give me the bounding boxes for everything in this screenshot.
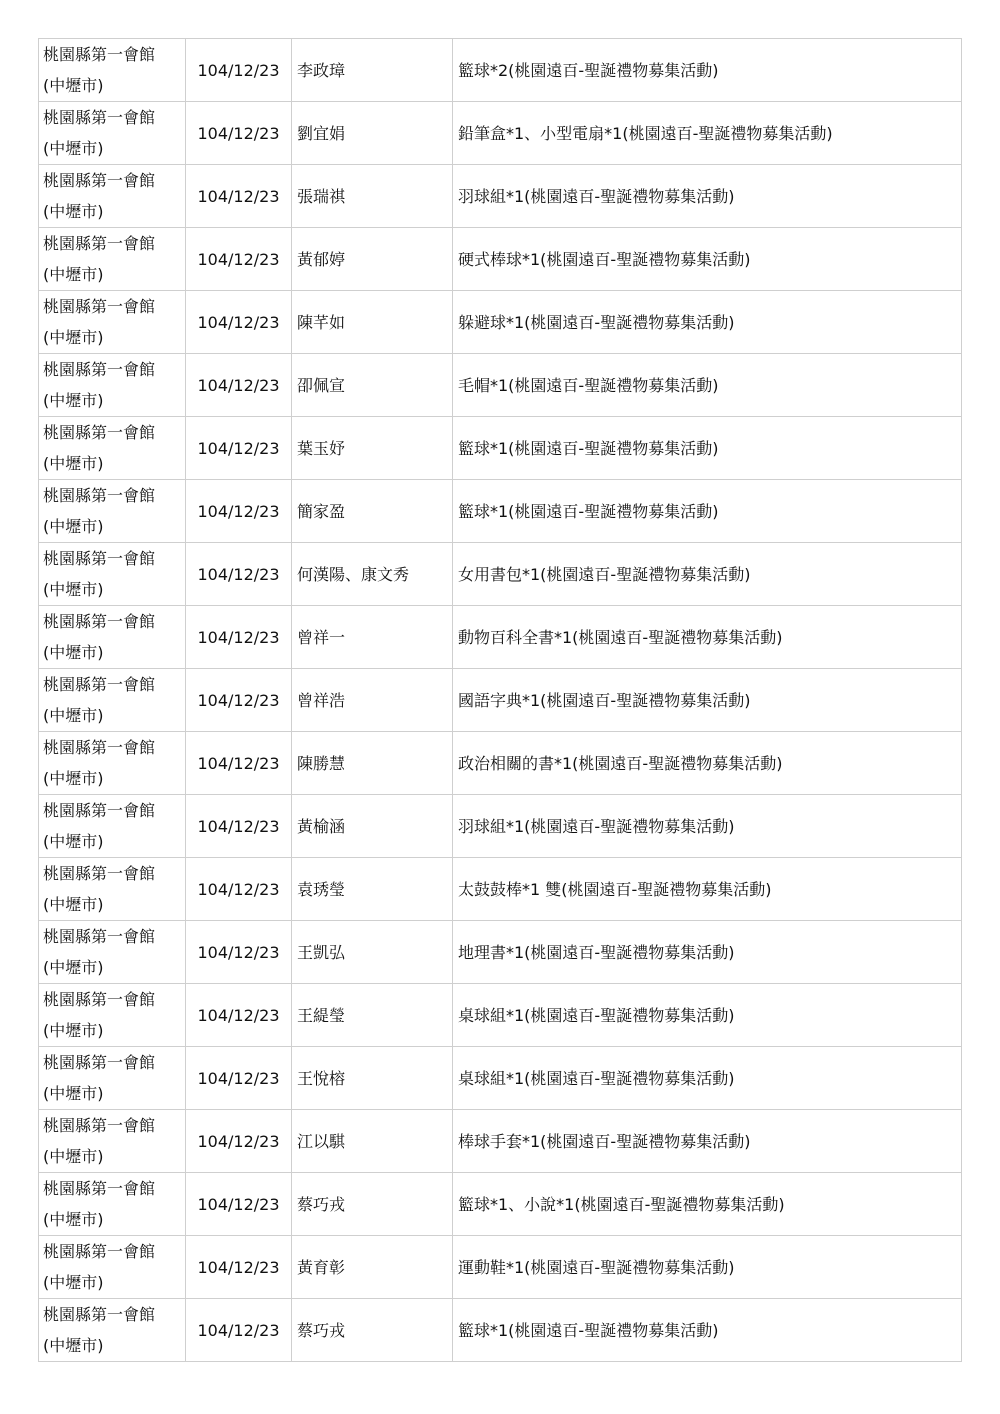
donated-item-cell: 羽球組*1(桃園遠百-聖誕禮物募集活動)	[453, 165, 962, 228]
table-row	[39, 480, 962, 543]
venue-name: 桃園縣第一會館	[43, 801, 156, 820]
date-cell: 104/12/23	[186, 606, 292, 669]
table-row	[39, 39, 962, 102]
venue-cell	[39, 480, 186, 543]
donor-name-cell: 李政璋	[292, 39, 453, 102]
donated-item-cell: 桌球組*1(桃園遠百-聖誕禮物募集活動)	[453, 984, 962, 1047]
donated-item-cell: 地理書*1(桃園遠百-聖誕禮物募集活動)	[453, 921, 962, 984]
venue-name: 桃園縣第一會館	[43, 990, 156, 1009]
table-row	[39, 795, 962, 858]
venue-cell	[39, 921, 186, 984]
date-cell: 104/12/23	[186, 669, 292, 732]
donor-name-cell: 曾祥浩	[292, 669, 453, 732]
venue-city: (中壢市)	[43, 391, 104, 410]
donated-item-cell: 籃球*2(桃園遠百-聖誕禮物募集活動)	[453, 39, 962, 102]
donated-item-cell: 鉛筆盒*1、小型電扇*1(桃園遠百-聖誕禮物募集活動)	[453, 102, 962, 165]
venue-cell	[39, 669, 186, 732]
donated-item-cell: 籃球*1(桃園遠百-聖誕禮物募集活動)	[453, 1299, 962, 1362]
table-row	[39, 921, 962, 984]
venue-cell	[39, 291, 186, 354]
date-cell: 104/12/23	[186, 1110, 292, 1173]
venue-city: (中壢市)	[43, 265, 104, 284]
venue-city: (中壢市)	[43, 1147, 104, 1166]
venue-city: (中壢市)	[43, 202, 104, 221]
date-cell: 104/12/23	[186, 921, 292, 984]
date-cell: 104/12/23	[186, 354, 292, 417]
donor-name-cell: 曾祥一	[292, 606, 453, 669]
donor-name-cell: 蔡巧戎	[292, 1173, 453, 1236]
date-cell: 104/12/23	[186, 228, 292, 291]
date-cell: 104/12/23	[186, 480, 292, 543]
donated-item-cell: 政治相關的書*1(桃園遠百-聖誕禮物募集活動)	[453, 732, 962, 795]
table-row	[39, 228, 962, 291]
donor-name-cell: 蔡巧戎	[292, 1299, 453, 1362]
donated-item-cell: 運動鞋*1(桃園遠百-聖誕禮物募集活動)	[453, 1236, 962, 1299]
venue-cell	[39, 354, 186, 417]
venue-cell	[39, 1173, 186, 1236]
venue-city: (中壢市)	[43, 1336, 104, 1355]
venue-cell	[39, 228, 186, 291]
date-cell: 104/12/23	[186, 795, 292, 858]
donated-item-cell: 桌球組*1(桃園遠百-聖誕禮物募集活動)	[453, 1047, 962, 1110]
venue-name: 桃園縣第一會館	[43, 108, 156, 127]
table-row	[39, 354, 962, 417]
venue-city: (中壢市)	[43, 1273, 104, 1292]
venue-cell	[39, 165, 186, 228]
venue-cell	[39, 858, 186, 921]
donated-item-cell: 動物百科全書*1(桃園遠百-聖誕禮物募集活動)	[453, 606, 962, 669]
donor-name-cell: 王緹瑩	[292, 984, 453, 1047]
venue-name: 桃園縣第一會館	[43, 612, 156, 631]
donated-item-cell: 羽球組*1(桃園遠百-聖誕禮物募集活動)	[453, 795, 962, 858]
venue-name: 桃園縣第一會館	[43, 1305, 156, 1324]
donation-table-body	[39, 39, 962, 1362]
venue-name: 桃園縣第一會館	[43, 171, 156, 190]
donated-item-cell: 棒球手套*1(桃園遠百-聖誕禮物募集活動)	[453, 1110, 962, 1173]
venue-name: 桃園縣第一會館	[43, 864, 156, 883]
donor-name-cell: 卲佩宣	[292, 354, 453, 417]
donor-name-cell: 葉玉妤	[292, 417, 453, 480]
venue-cell	[39, 543, 186, 606]
date-cell: 104/12/23	[186, 39, 292, 102]
donated-item-cell: 毛帽*1(桃園遠百-聖誕禮物募集活動)	[453, 354, 962, 417]
table-row	[39, 1299, 962, 1362]
venue-city: (中壢市)	[43, 895, 104, 914]
venue-name: 桃園縣第一會館	[43, 1242, 156, 1261]
table-row	[39, 165, 962, 228]
venue-name: 桃園縣第一會館	[43, 234, 156, 253]
venue-city: (中壢市)	[43, 643, 104, 662]
venue-cell	[39, 1110, 186, 1173]
donor-name-cell: 王凱弘	[292, 921, 453, 984]
venue-name: 桃園縣第一會館	[43, 1116, 156, 1135]
date-cell: 104/12/23	[186, 1236, 292, 1299]
venue-city: (中壢市)	[43, 454, 104, 473]
donated-item-cell: 國語字典*1(桃園遠百-聖誕禮物募集活動)	[453, 669, 962, 732]
donated-item-cell: 籃球*1(桃園遠百-聖誕禮物募集活動)	[453, 417, 962, 480]
venue-name: 桃園縣第一會館	[43, 927, 156, 946]
venue-city: (中壢市)	[43, 139, 104, 158]
date-cell: 104/12/23	[186, 732, 292, 795]
venue-cell	[39, 1236, 186, 1299]
donor-name-cell: 劉宜娟	[292, 102, 453, 165]
donated-item-cell: 硬式棒球*1(桃園遠百-聖誕禮物募集活動)	[453, 228, 962, 291]
donor-name-cell: 黃郁婷	[292, 228, 453, 291]
venue-name: 桃園縣第一會館	[43, 738, 156, 757]
venue-city: (中壢市)	[43, 1084, 104, 1103]
venue-cell	[39, 732, 186, 795]
venue-city: (中壢市)	[43, 769, 104, 788]
donated-item-cell: 籃球*1、小說*1(桃園遠百-聖誕禮物募集活動)	[453, 1173, 962, 1236]
venue-cell	[39, 1299, 186, 1362]
table-row	[39, 543, 962, 606]
date-cell: 104/12/23	[186, 1299, 292, 1362]
donor-name-cell: 何漢陽、康文秀	[292, 543, 453, 606]
table-row	[39, 1110, 962, 1173]
donor-name-cell: 陳芊如	[292, 291, 453, 354]
date-cell: 104/12/23	[186, 984, 292, 1047]
table-row	[39, 732, 962, 795]
table-row	[39, 606, 962, 669]
donor-name-cell: 王悅榕	[292, 1047, 453, 1110]
date-cell: 104/12/23	[186, 165, 292, 228]
table-row	[39, 102, 962, 165]
venue-name: 桃園縣第一會館	[43, 486, 156, 505]
donated-item-cell: 太鼓鼓棒*1 雙(桃園遠百-聖誕禮物募集活動)	[453, 858, 962, 921]
table-row	[39, 669, 962, 732]
donor-name-cell: 江以騏	[292, 1110, 453, 1173]
venue-city: (中壢市)	[43, 706, 104, 725]
table-row	[39, 1173, 962, 1236]
venue-cell	[39, 984, 186, 1047]
venue-city: (中壢市)	[43, 832, 104, 851]
date-cell: 104/12/23	[186, 102, 292, 165]
donor-name-cell: 黃育彰	[292, 1236, 453, 1299]
donor-name-cell: 簡家盈	[292, 480, 453, 543]
donor-name-cell: 袁琇瑩	[292, 858, 453, 921]
venue-city: (中壢市)	[43, 1210, 104, 1229]
date-cell: 104/12/23	[186, 291, 292, 354]
venue-name: 桃園縣第一會館	[43, 360, 156, 379]
date-cell: 104/12/23	[186, 1173, 292, 1236]
table-row	[39, 1236, 962, 1299]
venue-name: 桃園縣第一會館	[43, 1179, 156, 1198]
venue-name: 桃園縣第一會館	[43, 423, 156, 442]
donor-name-cell: 張瑞祺	[292, 165, 453, 228]
donated-item-cell: 籃球*1(桃園遠百-聖誕禮物募集活動)	[453, 480, 962, 543]
donor-name-cell: 陳勝慧	[292, 732, 453, 795]
venue-name: 桃園縣第一會館	[43, 1053, 156, 1072]
venue-city: (中壢市)	[43, 517, 104, 536]
table-row	[39, 1047, 962, 1110]
venue-cell	[39, 39, 186, 102]
date-cell: 104/12/23	[186, 543, 292, 606]
venue-cell	[39, 102, 186, 165]
table-row	[39, 984, 962, 1047]
venue-name: 桃園縣第一會館	[43, 675, 156, 694]
venue-city: (中壢市)	[43, 580, 104, 599]
venue-name: 桃園縣第一會館	[43, 45, 156, 64]
venue-cell	[39, 417, 186, 480]
donor-name-cell: 黃榆涵	[292, 795, 453, 858]
donated-item-cell: 女用書包*1(桃園遠百-聖誕禮物募集活動)	[453, 543, 962, 606]
venue-city: (中壢市)	[43, 958, 104, 977]
donation-table	[38, 38, 962, 1362]
venue-cell	[39, 606, 186, 669]
venue-cell	[39, 1047, 186, 1110]
venue-cell	[39, 795, 186, 858]
venue-city: (中壢市)	[43, 328, 104, 347]
date-cell: 104/12/23	[186, 858, 292, 921]
date-cell: 104/12/23	[186, 417, 292, 480]
venue-city: (中壢市)	[43, 76, 104, 95]
venue-name: 桃園縣第一會館	[43, 297, 156, 316]
table-row	[39, 417, 962, 480]
date-cell: 104/12/23	[186, 1047, 292, 1110]
donated-item-cell: 躲避球*1(桃園遠百-聖誕禮物募集活動)	[453, 291, 962, 354]
venue-name: 桃園縣第一會館	[43, 549, 156, 568]
venue-city: (中壢市)	[43, 1021, 104, 1040]
table-row	[39, 291, 962, 354]
table-row	[39, 858, 962, 921]
